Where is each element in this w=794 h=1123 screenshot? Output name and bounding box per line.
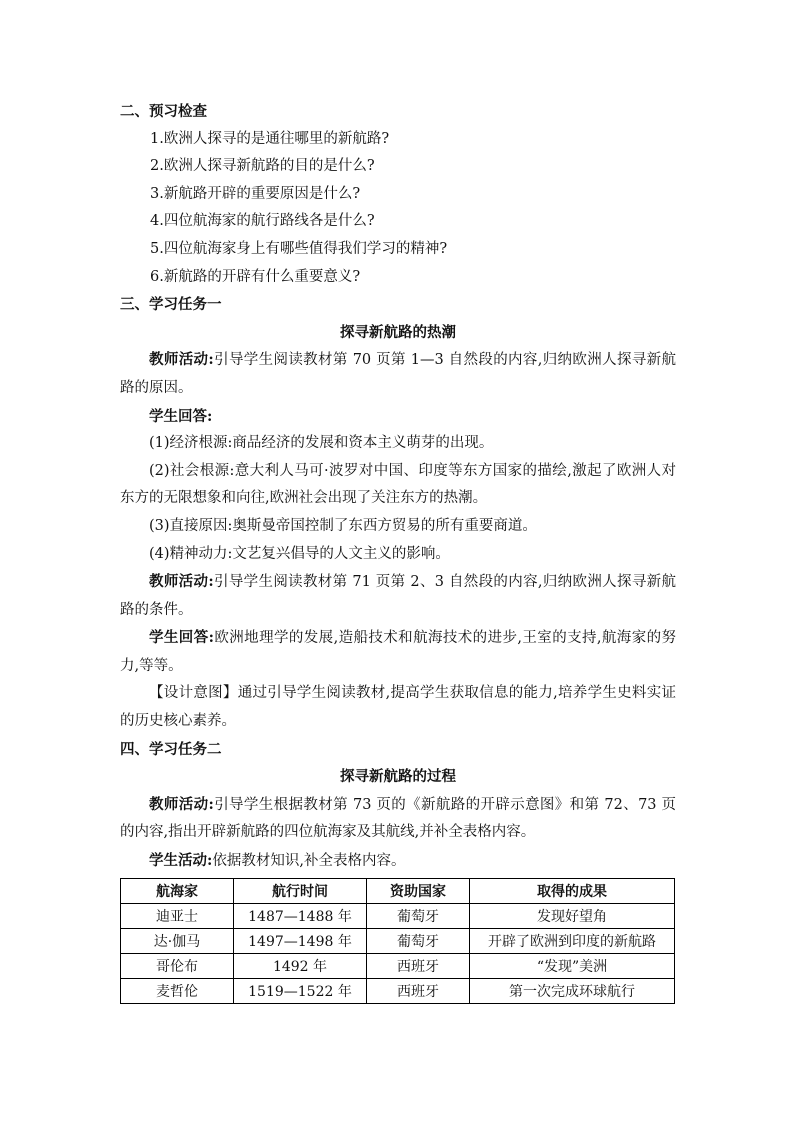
answer-1: (1)经济根源:商品经济的发展和资本主义萌芽的出现。 (149, 435, 494, 452)
task-2-subtitle: 探寻新航路的过程 (340, 768, 456, 786)
table-cell: 1487—1488 年 (234, 903, 367, 928)
student-answer-label: 学生回答: (149, 629, 214, 647)
table-row (121, 903, 675, 928)
table-cell: 哥伦布 (121, 953, 234, 978)
table-cell: 1497—1498 年 (234, 928, 367, 953)
table-cell: 麦哲伦 (121, 978, 234, 1003)
answer-4: (4)精神动力:文艺复兴倡导的人文主义的影响。 (149, 545, 450, 562)
task-1-subtitle: 探寻新航路的热潮 (340, 323, 456, 341)
student-answer-2 (120, 624, 676, 680)
table-cell: 葡萄牙 (367, 928, 470, 953)
question-4: 4.四位航海家的航行路线各是什么? (150, 213, 375, 230)
teacher-activity-text: 引导学生阅读教材第 70 页第 1—3 自然段的内容,归纳欧洲人探寻新航路的原因。 (120, 352, 676, 396)
table-cell: 西班牙 (367, 953, 470, 978)
table-cell: “发现”美洲 (470, 953, 675, 978)
teacher-activity-text: 引导学生根据教材第 73 页的《新航路的开辟示意图》和第 72、73 页的内容,指出开辟新航路的四位航海家及其航线,并补全表格内容。 (120, 796, 676, 841)
teacher-activity-2 (120, 568, 676, 624)
design-intent-text: 通过引导学生阅读教材,提高学生获取信息的能力,培养学生史料实证的历史核心素养。 (120, 685, 677, 730)
teacher-activity-3 (120, 791, 676, 847)
navigators-table (120, 878, 675, 1004)
section-heading-task-2: 四、学习任务二 (120, 740, 222, 758)
design-intent-label: 【设计意图】 (149, 685, 238, 702)
answer-2: (2)社会根源:意大利人马可·波罗对中国、印度等东方国家的描绘,激起了欧洲人对东方的无限想象和向往,欧洲社会出现了关注东方的热潮。 (120, 462, 676, 507)
teacher-activity-label: 教师活动: (149, 351, 214, 369)
teacher-activity-label: 教师活动: (149, 573, 214, 591)
table-cell: 迪亚士 (121, 903, 234, 928)
table-row (121, 978, 675, 1003)
student-activity-text: 依据教材知识,补全表格内容。 (212, 853, 406, 870)
table-cell: 发现好望角 (470, 903, 675, 928)
table-cell: 达·伽马 (121, 928, 234, 953)
table-header-achievement: 取得的成果 (470, 878, 675, 903)
design-intent (120, 680, 676, 735)
teacher-activity-text: 引导学生阅读教材第 71 页第 2、3 自然段的内容,归纳欧洲人探寻新航路的条件。 (120, 574, 676, 618)
table-cell: 西班牙 (367, 978, 470, 1003)
student-answer-label: 学生回答: (149, 407, 213, 425)
question-1: 1.欧洲人探寻的是通往哪里的新航路? (150, 130, 390, 147)
table-cell: 开辟了欧洲到印度的新航路 (470, 928, 675, 953)
table-header-voyage-time: 航行时间 (234, 878, 367, 903)
table-header-navigator: 航海家 (121, 878, 234, 903)
question-2: 2.欧洲人探寻新航路的目的是什么? (150, 158, 375, 175)
table-header-sponsor-country: 资助国家 (367, 878, 470, 903)
answer-3: (3)直接原因:奥斯曼帝国控制了东西方贸易的所有重要商道。 (149, 517, 537, 534)
student-activity (120, 847, 676, 876)
question-3: 3.新航路开辟的重要原因是什么? (150, 185, 361, 202)
document-page (120, 98, 676, 1004)
table-cell: 1519—1522 年 (234, 978, 367, 1003)
student-activity-label: 学生活动: (149, 852, 213, 870)
teacher-activity-label: 教师活动: (149, 795, 214, 813)
question-5: 5.四位航海家身上有哪些值得我们学习的精神? (150, 240, 448, 257)
student-answer-text: 欧洲地理学的发展,造船技术和航海技术的进步,王室的支持,航海家的努力,等等。 (120, 630, 677, 674)
table-cell: 第一次完成环球航行 (470, 978, 675, 1003)
table-row (121, 953, 675, 978)
section-heading-preview-check: 二、预习检查 (120, 103, 207, 120)
table-header-row (121, 878, 675, 903)
table-row (121, 928, 675, 953)
teacher-activity-1 (120, 346, 676, 402)
table-cell: 1492 年 (234, 953, 367, 978)
section-heading-task-1: 三、学习任务一 (120, 296, 222, 314)
table-cell: 葡萄牙 (367, 903, 470, 928)
question-6: 6.新航路的开辟有什么重要意义? (150, 268, 361, 285)
